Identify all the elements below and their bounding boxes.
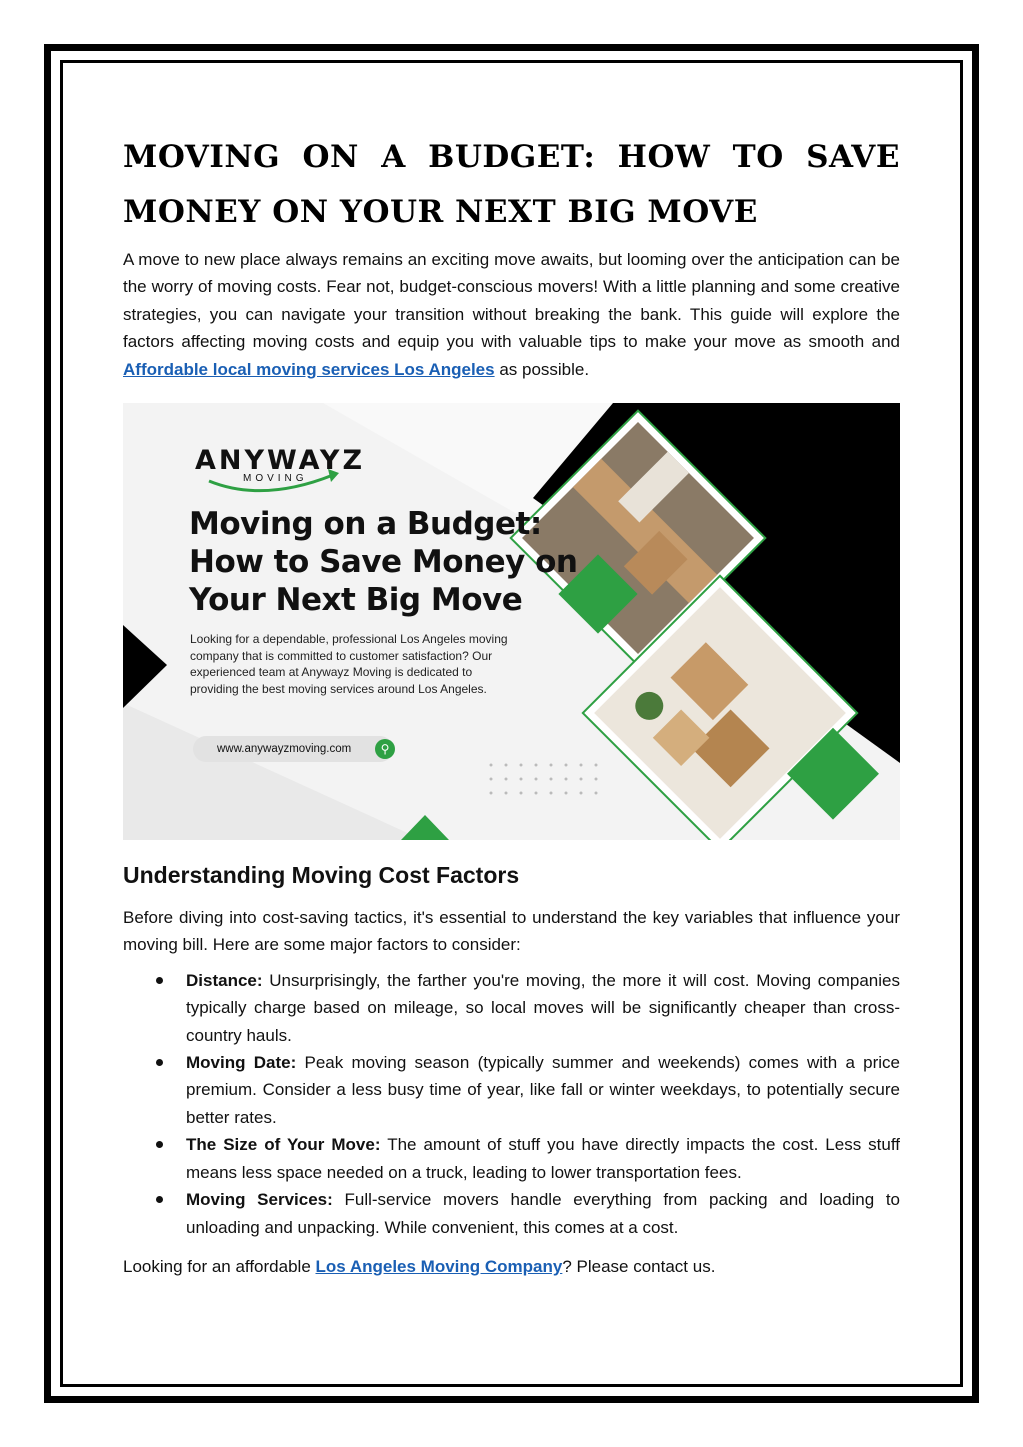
factor-label: Distance:	[186, 970, 263, 990]
banner-url: www.anywayzmoving.com	[193, 736, 393, 762]
section-heading: Understanding Moving Cost Factors	[123, 862, 520, 889]
banner-logo-sub: MOVING	[243, 473, 308, 485]
closing-text-after: ? Please contact us.	[562, 1256, 716, 1276]
intro-paragraph	[123, 246, 900, 383]
intro-text-after: as possible.	[494, 359, 590, 379]
factor-text: Unsurprisingly, the farther you're moving, the more it will cost. Moving companies typically charge based on mileage, so local moves will be significantly cheaper than cross-country hauls.	[186, 970, 900, 1045]
factor-label: Moving Date:	[186, 1053, 297, 1073]
factor-text: The amount of stuff you have directly impacts the cost. Less stuff means less space needed on a truck, leading to lower transportation fees.	[186, 1135, 901, 1182]
closing-text: Looking for an affordable	[123, 1256, 316, 1276]
document-content	[123, 130, 900, 1280]
factor-text: Peak moving season (typically summer and weekends) comes with a price premium. Consider a less busy time of year, like fall or winter weekdays, to potentially secure better rates.	[186, 1053, 900, 1127]
banner-bg-shape	[123, 703, 423, 840]
intro-text: A move to new place always remains an exciting move awaits, but looming over the anticipation can be the worry of moving costs. Fear not, budget-conscious movers! With a little planning and some creative strategies, you can navigate your transition without breaking the bank. This guide will explore the factors affecting moving costs and equip you with valuable tips to make your move as smooth and	[123, 250, 900, 352]
section-intro: Before diving into cost-saving tactics, it's essential to understand the key variables that influence your moving bill. Here are some major factors to consider:	[123, 908, 900, 955]
closing-paragraph	[123, 1253, 900, 1280]
promo-banner-image	[123, 403, 900, 840]
list-item	[186, 967, 900, 1049]
banner-body: Looking for a dependable, professional Los Angeles moving company that is committed to customer satisfaction? Our experienced team at Anywayz Moving is dedicated to providing the best moving services around Los Angeles.	[190, 632, 508, 696]
factor-label: The Size of Your Move:	[186, 1135, 381, 1155]
dot-grid	[490, 764, 598, 795]
banner-logo: ANYWAYZ	[195, 445, 366, 477]
list-item	[186, 1049, 900, 1131]
factor-label: Moving Services:	[186, 1190, 333, 1210]
banner-heading: Moving on a Budget: How to Save Money on Your Next Big Move	[189, 506, 578, 619]
affordable-movers-link[interactable]: Affordable local moving services Los Angeles	[123, 359, 495, 379]
banner-green-triangle	[401, 815, 449, 840]
page-title: MOVING ON A BUDGET: HOW TO SAVE MONEY ON YOUR NEXT BIG MOVE	[123, 139, 900, 230]
factor-text: Full-service movers handle everything from packing and loading to unloading and unpacking. While convenient, this comes at a cost.	[186, 1190, 901, 1237]
factors-list	[123, 967, 900, 1241]
la-moving-company-link[interactable]: Los Angeles Moving Company	[315, 1256, 563, 1276]
list-item	[186, 1186, 900, 1241]
search-icon: ⚲	[375, 739, 395, 759]
list-item	[186, 1131, 900, 1186]
banner-black-triangle	[123, 625, 167, 708]
